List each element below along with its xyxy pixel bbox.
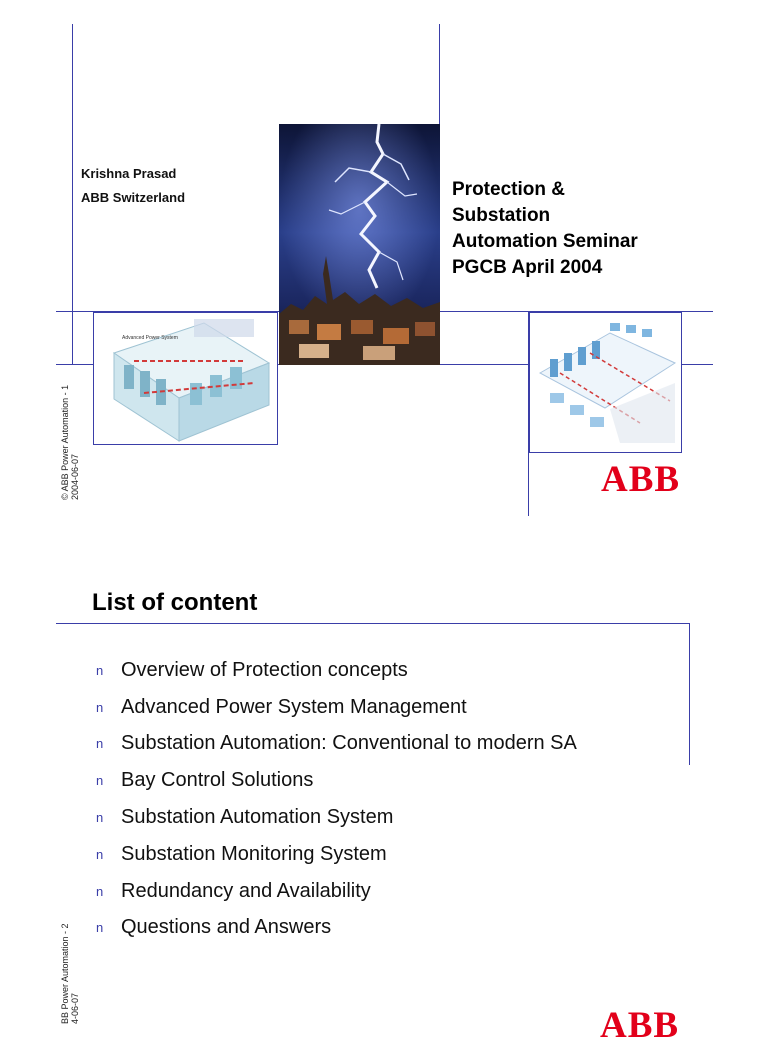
copyright-note bbox=[60, 923, 80, 1024]
list-item bbox=[96, 689, 577, 726]
bullet-marker: n bbox=[96, 662, 104, 678]
author-name: Krishna Prasad bbox=[81, 166, 177, 181]
author-organization: ABB Switzerland bbox=[81, 190, 186, 205]
list-item-text: Bay Control Solutions bbox=[121, 769, 314, 792]
copyright-note bbox=[60, 385, 80, 500]
list-item-text: Overview of Protection concepts bbox=[121, 658, 408, 681]
title-line: Protection & bbox=[452, 179, 565, 200]
bullet-marker: n bbox=[96, 736, 104, 752]
title-line: PGCB April 2004 bbox=[452, 257, 603, 278]
bullet-marker: n bbox=[96, 920, 104, 936]
list-item bbox=[96, 762, 577, 799]
list-item-text: Substation Automation System bbox=[121, 806, 394, 829]
list-item bbox=[96, 873, 577, 910]
abb-logo: ABB bbox=[600, 1005, 680, 1046]
bullet-marker: n bbox=[96, 699, 104, 715]
title-line: Substation bbox=[452, 205, 551, 226]
copyright-text: © ABB Power Automation - 1 bbox=[60, 384, 70, 500]
list-item bbox=[96, 726, 577, 763]
content-list bbox=[96, 652, 577, 946]
bullet-marker: n bbox=[96, 773, 104, 789]
bullet-marker: n bbox=[96, 846, 104, 862]
title-line: Automation Seminar bbox=[452, 231, 638, 252]
svg-text:Advanced Power System: Advanced Power System bbox=[122, 335, 178, 341]
substation-diagram-image bbox=[529, 312, 682, 453]
frame-line bbox=[72, 24, 73, 364]
abb-logo: ABB bbox=[601, 459, 681, 500]
frame-line bbox=[689, 623, 690, 765]
bullet-marker: n bbox=[96, 810, 104, 826]
section-title: List of content bbox=[92, 589, 258, 616]
seminar-title bbox=[452, 177, 638, 281]
list-item-text: Redundancy and Availability bbox=[121, 879, 371, 902]
list-item-text: Questions and Answers bbox=[121, 916, 332, 939]
list-item-text: Substation Automation: Conventional to modern SA bbox=[121, 732, 577, 755]
title-underline bbox=[56, 623, 689, 624]
date-text: 2004-06-07 bbox=[70, 453, 80, 500]
list-item bbox=[96, 799, 577, 836]
list-item-text: Advanced Power System Management bbox=[121, 695, 467, 718]
list-item bbox=[96, 910, 577, 947]
abb-logo-clip bbox=[600, 1005, 690, 1046]
list-item bbox=[96, 652, 577, 689]
list-item bbox=[96, 836, 577, 873]
bullet-marker: n bbox=[96, 883, 104, 899]
lightning-photo bbox=[279, 124, 440, 365]
copyright-text: BB Power Automation - 2 bbox=[60, 923, 70, 1024]
power-system-diagram-image bbox=[93, 312, 278, 445]
list-item-text: Substation Monitoring System bbox=[121, 842, 387, 865]
date-text: 4-06-07 bbox=[70, 992, 80, 1024]
